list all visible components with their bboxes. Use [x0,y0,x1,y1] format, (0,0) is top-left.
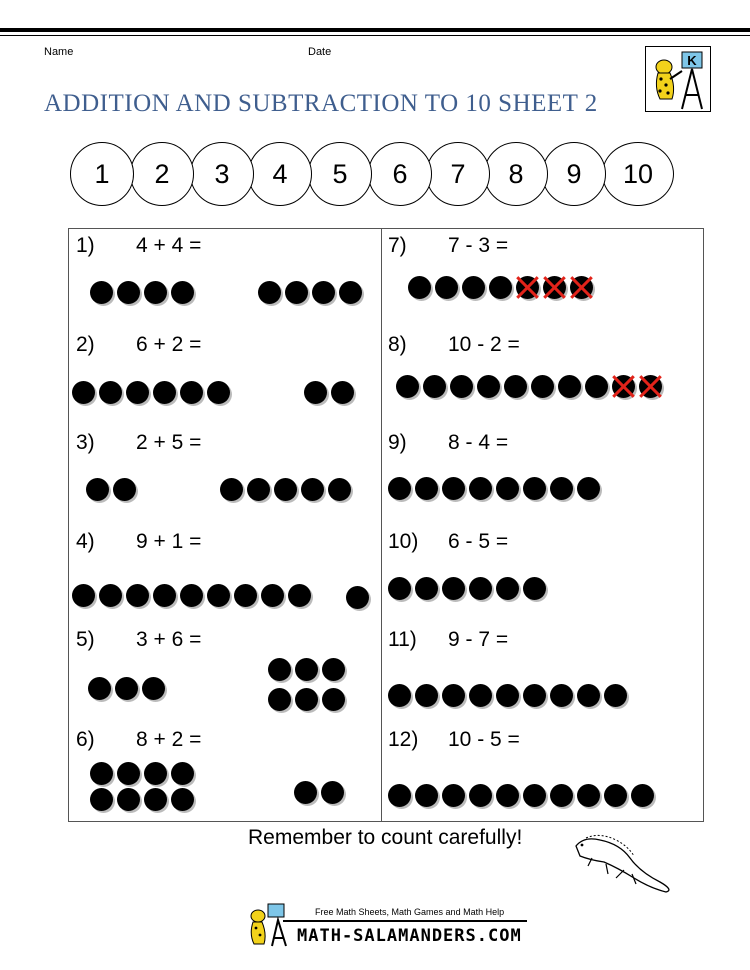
number-circle: 6 [368,142,432,206]
problem-number: 4) [76,530,95,553]
counter-dot [550,784,573,807]
counter-dot [268,658,291,681]
problem-expression: 3 + 6 = [136,628,202,651]
footer-rule [283,920,527,922]
problem-6 [76,728,201,752]
counter-dot [477,375,500,398]
problem-number: 12) [388,728,419,751]
counter-dot [247,478,270,501]
counter-row [258,281,366,304]
counter-dot [321,781,344,804]
problem-expression: 6 - 5 = [448,530,509,553]
counter-dot [301,478,324,501]
counter-dot [442,477,465,500]
counter-dot [550,477,573,500]
counter-dot [117,281,140,304]
counter-dot [577,477,600,500]
counter-dot [274,478,297,501]
counter-dot [523,577,546,600]
problem-expression: 8 + 2 = [136,728,202,751]
counter-dot [415,784,438,807]
counter-dot [99,584,122,607]
counter-row [294,781,348,804]
counter-dot [180,381,203,404]
counter-row [388,784,658,807]
counter-dot [90,762,113,785]
counter-dot [261,584,284,607]
problem-number: 3) [76,431,95,454]
number-circle: 1 [70,142,134,206]
counter-dot [234,584,257,607]
counter-dot [153,381,176,404]
counter-row [90,762,198,785]
counter-dot [180,584,203,607]
counter-dot [604,784,627,807]
counter-row [88,677,169,700]
problem-expression: 9 - 7 = [448,628,509,651]
counter-dot [220,478,243,501]
number-circle: 4 [248,142,312,206]
problem-expression: 10 - 5 = [448,728,520,751]
counter-dot [415,684,438,707]
number-line [70,142,680,206]
counter-dot [604,684,627,707]
counter-dot [117,762,140,785]
counter-row [268,658,349,681]
counter-dot [339,281,362,304]
counter-dot [550,684,573,707]
counter-row [388,477,604,500]
crossed-counter [639,375,662,398]
counter-dot [328,478,351,501]
counter-dot [523,684,546,707]
problem-number: 5) [76,628,95,651]
problem-expression: 8 - 4 = [448,431,509,454]
problem-number: 10) [388,530,419,553]
counter-dot [415,477,438,500]
counter-dot [90,788,113,811]
counter-dot [144,788,167,811]
counter-dot [496,477,519,500]
counter-row [220,478,355,501]
problem-number: 7) [388,234,407,257]
problem-expression: 10 - 2 = [448,333,520,356]
salamander-logo [244,900,294,950]
counter-dot [577,684,600,707]
counter-dot [388,784,411,807]
problem-expression: 6 + 2 = [136,333,202,356]
counter-row [304,381,358,404]
crossed-counter [543,276,566,299]
counter-dot [312,281,335,304]
counter-dot [126,584,149,607]
counter-row [90,788,198,811]
number-circle: 10 [602,142,674,206]
counter-dot [258,281,281,304]
problem-11 [388,628,508,652]
footer-site-name: MATH-SALAMANDERS.COM [297,926,522,946]
counter-dot [469,577,492,600]
problem-expression: 9 + 1 = [136,530,202,553]
counter-dot [126,381,149,404]
number-circle: 2 [130,142,194,206]
column-divider [381,228,382,821]
counter-dot [462,276,485,299]
counter-dot [496,577,519,600]
counter-dot [531,375,554,398]
counter-dot [388,477,411,500]
counter-row [72,381,234,404]
counter-dot [442,577,465,600]
counter-dot [144,281,167,304]
salamander-drawing [570,826,680,902]
counter-dot [207,584,230,607]
counter-dot [423,375,446,398]
problem-4 [76,530,201,554]
counter-dot [388,577,411,600]
counter-dot [171,762,194,785]
problem-1 [76,234,201,258]
counter-dot [153,584,176,607]
counter-dot [496,784,519,807]
counter-row [90,281,198,304]
reminder-text: Remember to count carefully! [248,826,523,849]
problem-number: 2) [76,333,95,356]
counter-dot [631,784,654,807]
counter-dot [99,381,122,404]
counter-dot [585,375,608,398]
problem-5 [76,628,201,652]
counter-dot [88,677,111,700]
counter-dot [450,375,473,398]
page-title: ADDITION AND SUBTRACTION TO 10 SHEET 2 [44,90,598,117]
counter-dot [295,688,318,711]
top-rule [0,28,750,32]
problem-number: 9) [388,431,407,454]
counter-dot [171,788,194,811]
counter-dot [442,784,465,807]
date-label: Date [308,46,332,58]
number-circle: 8 [484,142,548,206]
counter-dot [294,781,317,804]
counter-dot [396,375,419,398]
number-circle: 5 [308,142,372,206]
counter-dot [469,477,492,500]
counter-dot [288,584,311,607]
kindergarten-logo [645,46,711,112]
problem-number: 11) [388,628,417,651]
counter-row [346,586,373,609]
counter-row [408,276,597,299]
counter-dot [346,586,369,609]
crossed-counter [570,276,593,299]
counter-dot [72,584,95,607]
counter-dot [72,381,95,404]
counter-row [388,577,550,600]
problem-number: 1) [76,234,95,257]
counter-dot [113,478,136,501]
counter-dot [577,784,600,807]
number-circle: 7 [426,142,490,206]
counter-dot [322,658,345,681]
counter-dot [115,677,138,700]
problem-8 [388,333,520,357]
logo-letter: K [687,53,697,68]
name-label: Name [44,46,74,58]
counter-dot [322,688,345,711]
counter-dot [388,684,411,707]
counter-dot [489,276,512,299]
counter-dot [144,762,167,785]
footer-tagline: Free Math Sheets, Math Games and Math Help [315,907,505,917]
counter-dot [469,784,492,807]
counter-dot [504,375,527,398]
counter-row [268,688,349,711]
counter-dot [469,684,492,707]
top-rule-thin [0,35,750,36]
problem-3 [76,431,201,455]
counter-dot [415,577,438,600]
number-circle: 3 [190,142,254,206]
problem-number: 6) [76,728,95,751]
problem-10 [388,530,508,554]
problem-2 [76,333,201,357]
counter-dot [171,281,194,304]
counter-dot [86,478,109,501]
crossed-counter [612,375,635,398]
problem-expression: 7 - 3 = [448,234,509,257]
crossed-counter [516,276,539,299]
counter-dot [142,677,165,700]
problem-12 [388,728,520,752]
counter-dot [90,281,113,304]
counter-dot [268,688,291,711]
counter-dot [207,381,230,404]
problem-number: 8) [388,333,407,356]
counter-row [72,584,315,607]
problem-9 [388,431,508,455]
counter-dot [304,381,327,404]
counter-row [388,684,631,707]
counter-dot [558,375,581,398]
counter-dot [285,281,308,304]
counter-dot [295,658,318,681]
problem-7 [388,234,508,258]
number-circle: 9 [542,142,606,206]
counter-dot [435,276,458,299]
counter-dot [408,276,431,299]
counter-dot [117,788,140,811]
counter-dot [442,684,465,707]
problem-expression: 4 + 4 = [136,234,202,257]
counter-dot [523,784,546,807]
problem-expression: 2 + 5 = [136,431,202,454]
counter-dot [523,477,546,500]
counter-row [86,478,140,501]
counter-row [396,375,666,398]
counter-dot [331,381,354,404]
counter-dot [496,684,519,707]
